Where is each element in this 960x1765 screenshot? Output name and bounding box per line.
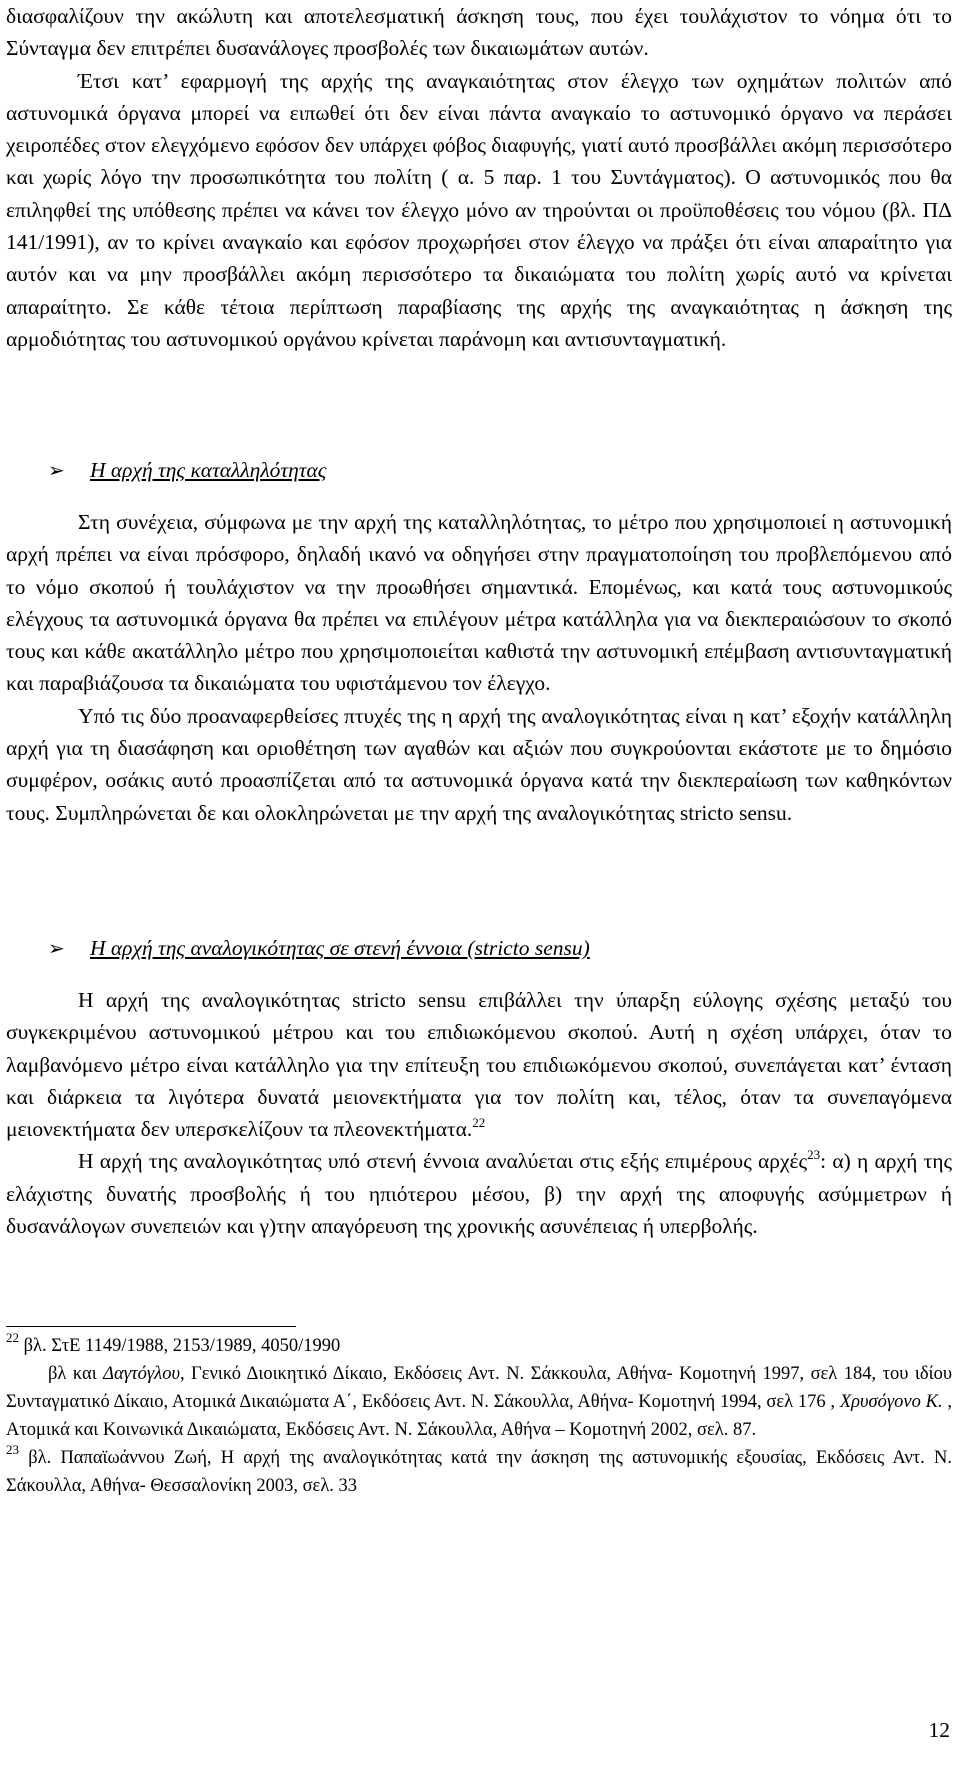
page-number: 12 bbox=[928, 1718, 950, 1742]
footnote-separator bbox=[6, 1326, 296, 1327]
paragraph-sub-principles bbox=[6, 1145, 952, 1242]
arrow-bullet-icon: ➢ bbox=[48, 458, 65, 482]
paragraph-continuation: διασφαλίζουν την ακώλυτη και αποτελεσματική άσκηση τους, που έχει τουλάχιστον το νόημα ότι το Σύνταγμα δεν επιτρέπει δυσανάλογες προσβολές των δικαιωμάτων αυτών. bbox=[6, 4, 952, 61]
footnote-22-author2: Χρυσόγονο Κ. bbox=[839, 1392, 943, 1412]
paragraph-necessity: Έτσι κατ’ εφαρμογή της αρχής της αναγκαιότητας στον έλεγχο των οχημάτων πολιτών από αστυνομικά όργανα μπορεί να ειπωθεί ότι δεν είναι πάντα αναγκαίο το αστυνομικό όργανο να περάσει χειροπέδες στον ελεγχόμενο εφόσον δεν υπάρχει φόβος διαφυγής, γιατί αυτό προσβάλλει ακόμη περισσότερο και χωρίς λόγο την προσωπικότητα του πολίτη ( α. 5 παρ. 1 του Συντάγματος). Ο αστυνομικός που θα επιληφθεί της υπόθεσης πρέπει να κάνει τον έλεγχο μόνο αν τηρούνται οι προϋποθέσεις του νόμου (βλ. ΠΔ 141/1991), αν το κρίνει αναγκαίο και εφόσον προχωρήσει στον έλεγχο να πράξει ότι είναι απαραίτητο για αυτόν και να μην προσβάλλει ακόμη περισσότερο τα δικαιώματα του πολίτη χωρίς αυτό να κρίνεται απαραίτητο. Σε κάθε τέτοια περίπτωση παραβίασης της αρχής της αναγκαιότητας η άσκηση της αρμοδιότητας του αστυνομικού οργάνου κρίνεται παράνομη και αντισυνταγματική. bbox=[6, 68, 952, 351]
footnote-ref-22[interactable]: 22 bbox=[472, 1115, 486, 1131]
heading-suitability bbox=[6, 454, 952, 486]
footnote-22-body bbox=[6, 1360, 952, 1444]
footnote-22-citation: βλ. ΣτΕ 1149/1988, 2153/1989, 4050/1990 bbox=[23, 1336, 341, 1356]
heading-stricto-sensu-text: Η αρχή της αναλογικότητας σε στενή έννοια (stricto sensu) bbox=[90, 936, 590, 960]
paragraph-stricto-sensu bbox=[6, 984, 952, 1145]
footnotes bbox=[6, 1332, 952, 1500]
body-block-top bbox=[6, 0, 952, 355]
arrow-bullet-icon: ➢ bbox=[48, 936, 65, 960]
footnote-ref-23[interactable]: 23 bbox=[807, 1147, 821, 1163]
footnote-22-author1: Δαγτόγλου bbox=[103, 1364, 180, 1384]
paragraph-sub-principles-a: Η αρχή της αναλογικότητας υπό στενή έννοια αναλύεται στις εξής επιμέρους αρχές bbox=[78, 1149, 808, 1174]
footnote-22-line1 bbox=[6, 1332, 952, 1360]
body-block-middle bbox=[6, 506, 952, 829]
footnote-22-text-a: βλ και bbox=[48, 1364, 104, 1384]
body-block-bottom bbox=[6, 984, 952, 1242]
footnote-number-22: 22 bbox=[6, 1330, 19, 1345]
footnote-23 bbox=[6, 1444, 952, 1500]
section-stricto-sensu bbox=[6, 932, 952, 964]
paragraph-suitability: Στη συνέχεια, σύμφωνα με την αρχή της καταλληλότητας, το μέτρο που χρησιμοποιεί η αστυνομική αρχή πρέπει να είναι πρόσφορο, δηλαδή ικανό να οδηγήσει στην πραγματοποίηση του προβλεπόμενου από το νόμο σκοπού ή τουλάχιστον να την προωθήσει σημαντικά. Επομένως, και κατά τους αστυνομικούς ελέγχους τα αστυνομικά όργανα θα πρέπει να επιλέγουν μέτρα κατάλληλα για να διεκπεραιώσουν το σκοπό τους και κάθε ακατάλληλο μέτρο που χρησιμοποιείται καθιστά την αστυνομική επέμβαση αντισυνταγματική και παραβιάζουσα τα δικαιώματα του υφιστάμενου τον έλεγχο. bbox=[6, 510, 952, 696]
paragraph-stricto-sensu-text: Η αρχή της αναλογικότητας stricto sensu επιβάλλει την ύπαρξη εύλογης σχέσης μεταξύ του συγκεκριμένου αστυνομικού μέτρου και του επιδιωκόμενου σκοπού. Αυτή η σχέση υπάρχει, όταν το λαμβανόμενο μέτρο είναι κατάλληλο για την επίτευξη του επιδιωκόμενου σκοπού, συνεπάγεται κατ’ ένταση και διάρκεια τα λιγότερα δυνατά μειονεκτήματα για τον πολίτη και, τέλος, όταν τα συνεπαγόμενα μειονεκτήματα δεν υπερσκελίζουν τα πλεονεκτήματα. bbox=[6, 988, 952, 1142]
footnote-23-text: βλ. Παπαϊωάννου Ζωή, Η αρχή της αναλογικότητας κατά την άσκηση της αστυνομικής εξουσίας, Εκδόσεις Αντ. Ν. Σάκουλλα, Αθήνα- Θεσσαλονίκη 2003, σελ. 33 bbox=[6, 1448, 952, 1496]
paragraph-two-aspects: Υπό τις δύο προαναφερθείσες πτυχές της η αρχή της αναλογικότητας είναι η κατ’ εξοχήν κατάλληλη αρχή για τη διασάφηση και οριοθέτηση των αγαθών και αξιών που συγκρούονται εκάστοτε με το δημόσιο συμφέρον, οσάκις αυτό προασπίζεται από τα αστυνομικά όργανα κατά την διεκπεραίωση των καθηκόντων τους. Συμπληρώνεται δε και ολοκληρώνεται με την αρχή της αναλογικότητας stricto sensu. bbox=[6, 703, 952, 825]
paragraph-sub-principles-b: : α) η αρχή της ελάχιστης δυνατής προσβολής ή του ηπιότερου μέσου, β) την αρχή της αποφυγής ασύμμετρων ή δυσανάλογων συνεπειών και γ)την απαγόρευση της χρονικής ασυνέπειας ή υπερβολής. bbox=[6, 1149, 952, 1239]
footnote-22-text-b: , Γενικό Διοικητικό Δίκαιο, Εκδόσεις Αντ. Ν. Σάκκουλα, Αθήνα- Κομοτηνή 1997, σελ 184, του ιδίου Συνταγματικό Δίκαιο, Ατομικά Δικαιώματα Α΄, Εκδόσεις Αντ. Ν. Σάκουλλα, Αθήνα- Κομοτηνή 1994, σελ 176 , bbox=[6, 1364, 952, 1412]
footnote-22-text-c: , Ατομικά και Κοινωνικά Δικαιώματα, Εκδόσεις Αντ. Ν. Σάκουλλα, Αθήνα – Κομοτηνή 2002, σελ. 87. bbox=[6, 1392, 953, 1440]
footnote-number-23: 23 bbox=[6, 1442, 19, 1457]
heading-suitability-text: Η αρχή της καταλληλότητας bbox=[90, 458, 327, 482]
heading-stricto-sensu bbox=[6, 932, 952, 964]
section-suitability bbox=[6, 454, 952, 486]
